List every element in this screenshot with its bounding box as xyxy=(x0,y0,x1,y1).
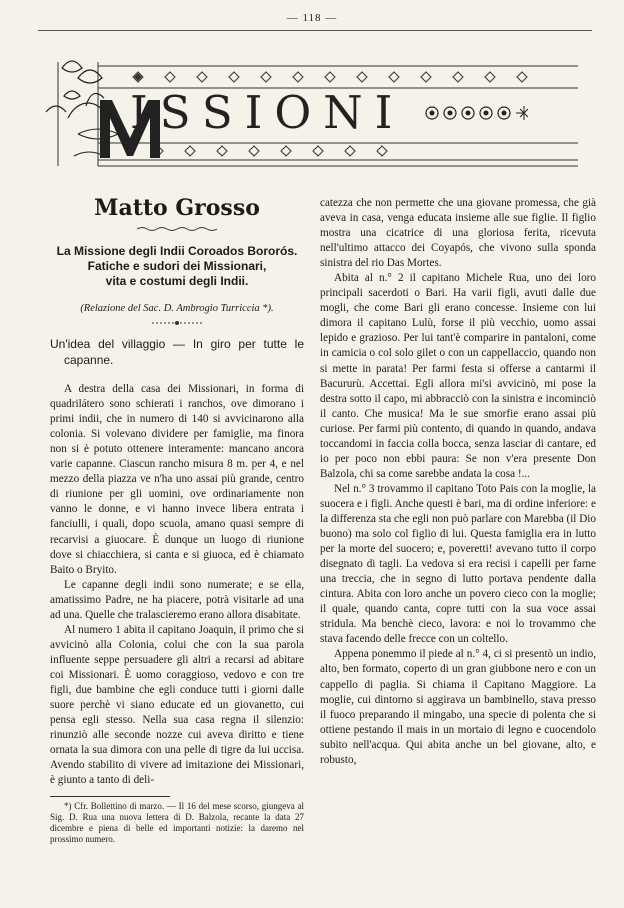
section-title: Matto Grosso xyxy=(94,195,260,221)
lead-line: vita e costumi degli Indii. xyxy=(105,274,249,288)
paragraph: catezza che non permette che una giovane promessa, che già aveva in casa, venga educata insieme alle sue figlie. Il figlio mostra una cicatrice di una gloriosa ferita, ricevuta nell'ultimo attacco dei Coyapós, che vivono sulla sponda sinistra del rio Das Mortes. xyxy=(320,197,596,270)
relation-credit: (Relazione del Sac. D. Ambrogio Turriccia *). xyxy=(80,303,274,314)
dotted-rule xyxy=(152,320,202,326)
paragraph: Le capanne degli indii sono numerate; e se ella, amatissimo Padre, ne ha piacere, potrà visitarle ad una ad una. Quelle che tralascieremo erano allora disabitate. xyxy=(50,578,304,621)
lead-line: Fatiche e sudori dei Missionari, xyxy=(87,259,267,273)
banner-title: ISSIONI xyxy=(130,86,405,139)
paragraph: Abita al n.° 2 il capitano Michele Rua, uno dei loro principali sacerdoti o Bari. Ha varii figli, avuti dalle due mogli, che come Bari gli erano concesse. Insieme con lui dimora il capitano Lulù, forse il più vecchio, uomo assai lepido e grazioso. Per lui tant'è comparire in pantaloni, come in camicia o col solo gilet o con un cappellaccio, quando non si mette in parata! Per farmi festa si offerse a cantarmi il Bacururù. Accettai. Egli allora mi'si avvicinò, mi pose la destra sotto il capo, mi abbracciò con la sinistra e incominciò il canto. Che musica! Ma le sue smorfie erano assai più curiose. Per farmi più contento, di quando in quando, andava toccandomi in faccia colla bocca, senza lasciar di cantare, ed io per poco non ebbi paura: Se non v'era presente Don Balzola, chi sa come sarebbe andata la cosa !... xyxy=(320,272,596,480)
right-column xyxy=(320,196,596,768)
top-rule xyxy=(38,30,592,31)
paragraph: Al numero 1 abita il capitano Joaquin, il primo che si avvicinò alla Colonia, colui che con la sua parola influente seppe persuadere gli altri a recarsi ad abitare coi Missionari. È uomo coraggioso, vedovo e con tre figli, due bambine che egli conduce tutti i giorni dalle suore perchè vi siano educate ed un giovanetto, cui pensa egli stesso. Nella sua casa regna il silenzio: rinunziò alle seconde nozze cui aveva diritto e tiene ornata la sua dimora con una pelle di tigre da lui uccisa. Avendo stabilito di vivere ad imitazione dei Missionari, è giunto a tanto di deli- xyxy=(50,623,304,787)
footnote: *) Cfr. Bollettino di marzo. — Il 16 del mese scorso, giungeva al Sig. D. Rua una nuova lettera di D. Balzola, recante la data 27 dicembre e piena di belle ed importanti notizie: la daremo nel prossimo numero. xyxy=(50,801,304,845)
paragraph: A destra della casa dei Missionari, in forma di quadrilátero sono schierati i ranchos, ove dimorano i primi indii, che in numero di 140 si avvicinarono alla colonia. Si volevano dividere per famiglie, ma finora non si è potuto ottenere interamente: mancano ancora varie capanne. Ciascun rancho misura 8 m. per 4, e nel mezzo della piazza ve n'ha uno assai più grande, centro di riunione per gli uomini, ove ordinariamente non vanno le donne, e vi hanno invece libera entrata i fanciulli, i quali, dopo scuola, amano quasi sempre di recarvisi a giuocare. È dunque un luogo di riunione dove si chiacchiera, si canta e si giuoca, ed è chiamato Baito o Bryito. xyxy=(50,383,304,576)
footnote-rule xyxy=(50,796,170,797)
section-subhead: Un'idea del villaggio — In giro per tutte le capanne. xyxy=(50,337,304,368)
section-lead xyxy=(50,244,304,289)
page-number: — 118 — xyxy=(286,12,338,24)
paragraph: Nel n.° 3 trovammo il capitano Toto Pais con la moglie, la suocera e i figli. Anche questi è bari, ma di ordine inferiore: e la differenza sta che egli non può parlare con Marebba (il Dio buono) ma solo col figlio di lui. Questa famiglia era in lutto per la morte del suocero; e, poveretti! avevano tutto il corpo disegnato di tagli. La vedova si era recisi i capelli per farne una treccia, che in segno di lutto portava pendente dalla cintura. Abita con loro anche un povero cieco con la moglie; il quale, quando canta, copre tutti con la sua voce assai stridula. Ma benchè cieco, lavora: e noi lo trovammo che stava facendo delle frecce con un coltello. xyxy=(320,482,596,646)
missioni-banner xyxy=(38,48,592,172)
wavy-rule xyxy=(137,226,217,232)
lead-line: La Missione degli Indii Coroados Bororós. xyxy=(56,244,298,258)
left-column xyxy=(50,186,304,845)
paragraph: Appena ponemmo il piede al n.° 4, ci si presentò un indio, alto, ben formato, coperto di un gran giubbone nero e con un cappello di paglia. Si chiama il Capitano Maggiore. La moglie, cui dintorno si aggirava un bambinello, stava presso il fuoco preparando il mingabo, una specie di polenta che si ottiene pestando il mais in un mortaio di legno e cuocendolo subito nell'acqua. Qui abita anche un bel giovane, alto, e robusto, xyxy=(320,648,596,766)
